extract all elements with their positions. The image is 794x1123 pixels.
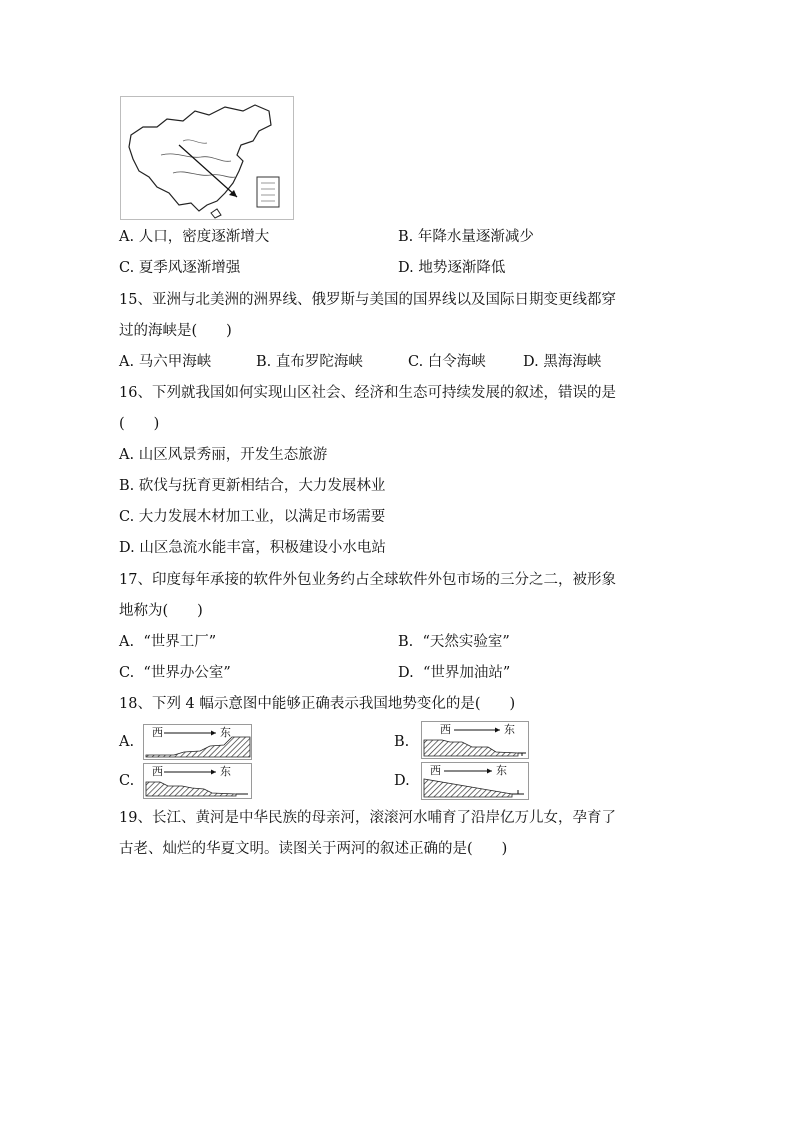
option-text: “世界工厂”: [143, 634, 217, 650]
option-text: 黑海海峡: [543, 354, 602, 370]
option-label: B.: [398, 229, 414, 245]
china-map-figure: [120, 96, 294, 220]
option-label: B.: [256, 354, 272, 370]
option-label: D.: [119, 540, 135, 556]
q17-stem-line1: 17、印度每年承接的软件外包业务约占全球软件外包市场的三分之二，被形象: [119, 572, 616, 588]
option-text: 砍伐与抚育更新相结合，大力发展林业: [138, 478, 386, 494]
option-text: 白令海峡: [427, 354, 486, 370]
option-label: A.: [119, 447, 135, 463]
q14-option-d: [398, 258, 505, 278]
option-label: D.: [523, 354, 539, 370]
q17-option-b: [398, 632, 510, 652]
q17-option-d: [398, 663, 510, 683]
east-label: 东: [496, 764, 507, 777]
east-label: 东: [504, 723, 515, 736]
q15-stem-line2: 过的海峡是( ): [119, 323, 232, 339]
option-text: 年降水量逐渐减少: [417, 229, 534, 245]
q18-option-c-profile: [143, 763, 252, 799]
q14-option-b: [398, 227, 534, 247]
q17-option-c: [119, 663, 231, 683]
q14-option-c: [119, 258, 240, 278]
east-label: 东: [220, 765, 231, 778]
option-text: 山区风景秀丽，开发生态旅游: [138, 447, 328, 463]
option-label: B.: [398, 634, 414, 650]
option-label: C.: [408, 354, 424, 370]
q15-stem-line1: 15、亚洲与北美洲的洲界线、俄罗斯与美国的国界线以及国际日期变更线都穿: [119, 292, 616, 308]
q18-option-c-label: C.: [119, 773, 135, 789]
q16-option-a: [119, 445, 327, 465]
q16-option-b: [119, 476, 385, 496]
q16-stem-line2: ( ): [119, 416, 160, 432]
q18-option-d-profile: [421, 762, 529, 800]
west-label: 西: [430, 764, 441, 777]
option-text: 人口，密度逐渐增大: [138, 229, 270, 245]
q16-option-c: [119, 507, 385, 527]
option-text: “天然实验室”: [422, 634, 510, 650]
option-text: 大力发展木材加工业，以满足市场需要: [138, 509, 386, 525]
q15-option-c: [408, 352, 486, 372]
q15-option-b: [256, 352, 363, 372]
q18-option-a-profile: [143, 724, 252, 760]
q14-option-a: [119, 227, 269, 247]
option-label: A.: [119, 354, 135, 370]
option-text: “世界办公室”: [143, 665, 231, 681]
option-label: C.: [119, 260, 135, 276]
q18-option-d-label: D.: [394, 773, 410, 789]
option-text: 地势逐渐降低: [418, 260, 506, 276]
west-label: 西: [152, 765, 163, 778]
option-text: 夏季风逐渐增强: [138, 260, 241, 276]
q15-option-d: [523, 352, 601, 372]
option-label: D.: [398, 665, 414, 681]
q19-stem-line1: 19、长江、黄河是中华民族的母亲河，滚滚河水哺育了沿岸亿万儿女，孕育了: [119, 810, 616, 826]
option-label: A.: [119, 229, 135, 245]
q16-stem-line1: 16、下列就我国如何实现山区社会、经济和生态可持续发展的叙述，错误的是: [119, 385, 616, 401]
option-text: “世界加油站”: [422, 665, 511, 681]
option-label: C.: [119, 665, 135, 681]
east-label: 东: [220, 726, 231, 739]
option-label: B.: [119, 478, 135, 494]
option-label: D.: [398, 260, 414, 276]
q15-option-a: [119, 352, 211, 372]
west-label: 西: [440, 723, 451, 736]
china-map-icon: [121, 97, 293, 219]
q18-option-b-profile: [421, 721, 529, 759]
q17-option-a: [119, 632, 216, 652]
q16-option-d: [119, 538, 386, 558]
q18-option-a-label: A.: [119, 734, 135, 750]
option-label: C.: [119, 509, 135, 525]
option-text: 直布罗陀海峡: [275, 354, 363, 370]
q18-option-b-label: B.: [394, 734, 410, 750]
option-text: 马六甲海峡: [138, 354, 212, 370]
q18-stem: 18、下列 4 幅示意图中能够正确表示我国地势变化的是( ): [119, 696, 516, 712]
option-text: 山区急流水能丰富，积极建设小水电站: [139, 540, 386, 556]
q19-stem-line2: 古老、灿烂的华夏文明。读图关于两河的叙述正确的是( ): [119, 841, 508, 857]
q17-stem-line2: 地称为( ): [119, 603, 203, 619]
west-label: 西: [152, 726, 163, 739]
option-label: A.: [119, 634, 135, 650]
